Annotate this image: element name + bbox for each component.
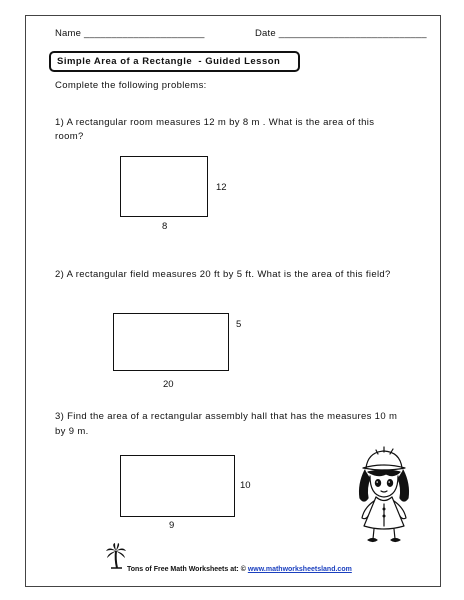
problem-3-text-line1: 3) Find the area of a rectangular assembly hall that has the measures 10 m [55,411,398,422]
problem-3-text-line2: by 9 m. [55,426,89,437]
instructions: Complete the following problems: [55,80,207,91]
problem-3-side-label: 10 [240,480,251,491]
problem-1-text-line2: room? [55,131,84,142]
name-field[interactable]: Name ______________________ [55,28,205,39]
problem-1-side-label: 12 [216,182,227,193]
girl-illustration [346,446,422,546]
problem-1-bottom-label: 8 [162,221,168,232]
problem-3-rectangle [120,455,235,517]
problem-2-bottom-label: 20 [163,379,174,390]
palm-tree-icon [105,543,127,569]
problem-2-rectangle [113,313,229,371]
problem-2-text: 2) A rectangular field measures 20 ft by 5 ft. What is the area of this field? [55,269,391,280]
footer-text: Tons of Free Math Worksheets at: © [127,566,246,573]
page-title: Simple Area of a Rectangle - Guided Lesson [49,51,300,72]
footer [127,566,352,573]
problem-1-rectangle [120,156,208,217]
problem-1-text-line1: 1) A rectangular room measures 12 m by 8 m . What is the area of this [55,117,375,128]
date-field[interactable]: Date ___________________________ [255,28,427,39]
footer-link[interactable]: www.mathworksheetsland.com [247,566,352,573]
problem-2-side-label: 5 [236,319,242,330]
problem-3-bottom-label: 9 [169,520,175,531]
worksheet-page [25,15,441,587]
